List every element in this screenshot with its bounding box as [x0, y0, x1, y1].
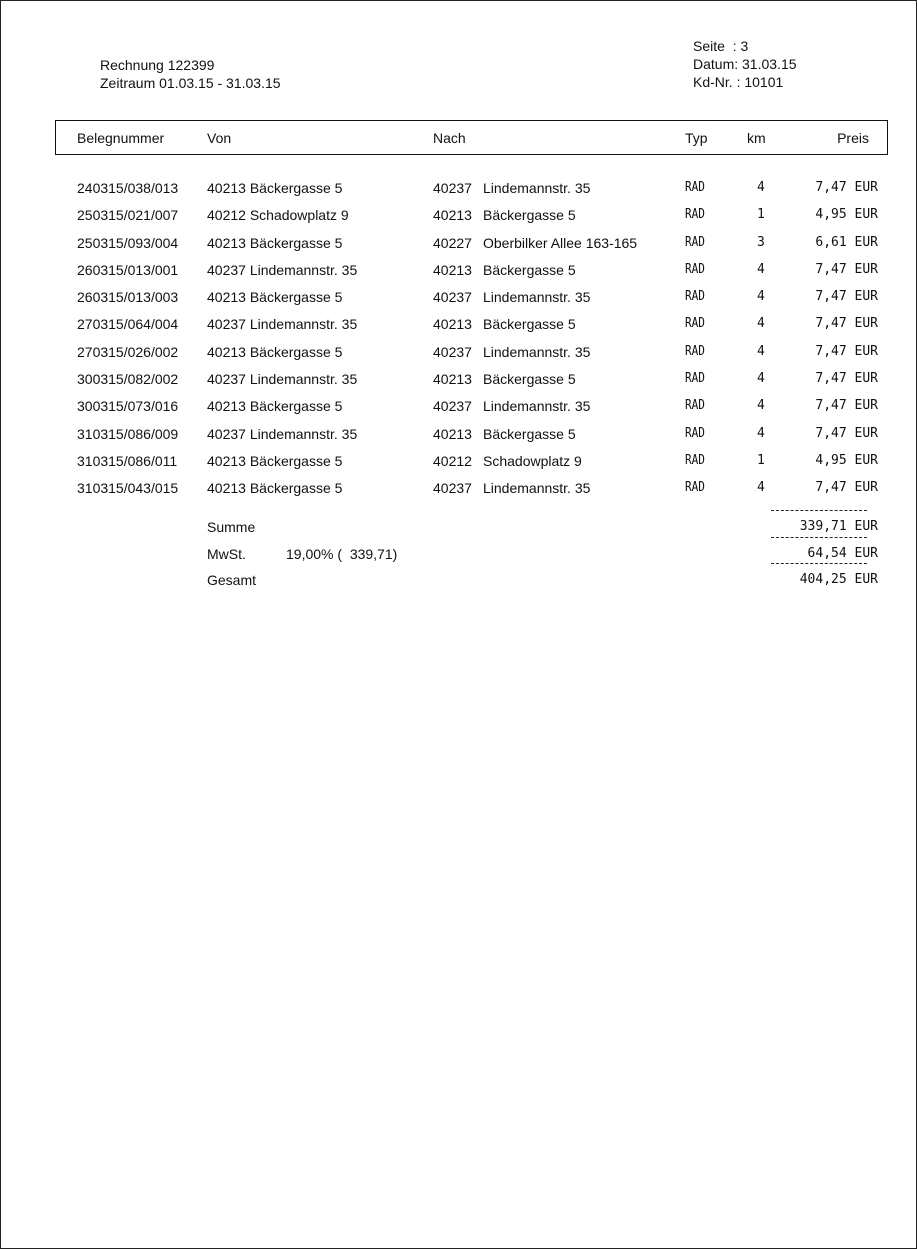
- von-cell: 40237 Lindemannstr. 35: [207, 316, 358, 333]
- nach-plz-cell: 40213: [433, 425, 472, 442]
- nach-plz-cell: 40237: [433, 180, 472, 196]
- summe-divider: [771, 510, 867, 511]
- mwst-detail: 19,00% ( 339,71): [286, 545, 398, 562]
- column-header-km: km: [747, 130, 766, 146]
- belegnummer-cell: 310315/086/011: [77, 452, 178, 469]
- km-cell: 1: [757, 207, 765, 223]
- mwst-value: 64,54 EUR: [807, 545, 878, 561]
- page-value: 3: [740, 38, 749, 54]
- nach-street-cell: Oberbilker Allee 163-165: [483, 234, 638, 251]
- nach-plz-cell: 40237: [433, 289, 472, 306]
- invoice-period: Zeitraum 01.03.15 - 31.03.15: [100, 75, 281, 91]
- customer-colon: :: [732, 74, 745, 90]
- typ-cell: RAD: [685, 398, 705, 414]
- nach-street-cell: Lindemannstr. 35: [483, 180, 591, 196]
- preis-cell: 6,61 EUR: [815, 234, 878, 250]
- von-cell: 40212 Schadowplatz 9: [207, 207, 349, 224]
- belegnummer-cell: 240315/038/013: [77, 180, 179, 196]
- km-cell: 4: [757, 425, 765, 441]
- nach-street-cell: Bäckergasse 5: [483, 207, 576, 224]
- von-cell: 40237 Lindemannstr. 35: [207, 371, 358, 388]
- km-cell: 4: [757, 289, 765, 305]
- nach-plz-cell: 40237: [433, 398, 472, 415]
- nach-street-cell: Schadowplatz 9: [483, 452, 582, 469]
- typ-cell: RAD: [685, 371, 705, 387]
- typ-cell: RAD: [685, 425, 705, 441]
- preis-cell: 7,47 EUR: [815, 425, 878, 441]
- nach-street-cell: Bäckergasse 5: [483, 261, 576, 278]
- km-cell: 4: [757, 480, 765, 496]
- belegnummer-cell: 310315/086/009: [77, 425, 179, 442]
- von-cell: 40213 Bäckergasse 5: [207, 234, 343, 251]
- table-row: [1, 285, 917, 312]
- table-row: [1, 394, 917, 421]
- table-row: [1, 231, 917, 258]
- von-cell: 40213 Bäckergasse 5: [207, 480, 343, 497]
- nach-plz-cell: 40213: [433, 261, 472, 278]
- nach-street-cell: Bäckergasse 5: [483, 425, 576, 442]
- column-header-typ: Typ: [685, 130, 708, 146]
- typ-cell: RAD: [685, 452, 705, 468]
- page-number-line: [693, 37, 797, 55]
- nach-street-cell: Lindemannstr. 35: [483, 398, 591, 415]
- belegnummer-cell: 270315/026/002: [77, 343, 179, 360]
- typ-cell: RAD: [685, 261, 705, 277]
- invoice-title: Rechnung 122399: [100, 57, 215, 73]
- mwst-divider: [771, 537, 867, 538]
- date-line: [693, 55, 797, 73]
- preis-cell: 7,47 EUR: [815, 316, 878, 332]
- invoice-header-right: [693, 37, 797, 91]
- nach-plz-cell: 40213: [433, 371, 472, 388]
- preis-cell: 4,95 EUR: [815, 452, 878, 468]
- belegnummer-cell: 260315/013/003: [77, 289, 179, 306]
- preis-cell: 7,47 EUR: [815, 289, 878, 305]
- table-row: [1, 203, 917, 230]
- belegnummer-cell: 300315/082/002: [77, 371, 179, 388]
- customer-line: [693, 73, 797, 91]
- belegnummer-cell: 310315/043/015: [77, 480, 179, 497]
- belegnummer-cell: 300315/073/016: [77, 398, 179, 415]
- preis-cell: 7,47 EUR: [815, 180, 878, 195]
- nach-plz-cell: 40237: [433, 480, 472, 497]
- nach-plz-cell: 40237: [433, 343, 472, 360]
- preis-cell: 4,95 EUR: [815, 207, 878, 223]
- table-row: [1, 476, 917, 503]
- customer-value: 10101: [744, 74, 784, 90]
- nach-plz-cell: 40212: [433, 452, 472, 469]
- km-cell: 4: [757, 261, 765, 277]
- nach-street-cell: Bäckergasse 5: [483, 371, 576, 388]
- typ-cell: RAD: [685, 480, 705, 496]
- typ-cell: RAD: [685, 343, 705, 359]
- km-cell: 1: [757, 452, 765, 468]
- table-row: [1, 312, 917, 339]
- column-header-von: Von: [207, 130, 232, 146]
- typ-cell: RAD: [685, 289, 705, 305]
- von-cell: 40213 Bäckergasse 5: [207, 452, 343, 469]
- nach-plz-cell: 40213: [433, 316, 472, 333]
- preis-cell: 7,47 EUR: [815, 398, 878, 414]
- table-row: [1, 367, 917, 394]
- preis-cell: 7,47 EUR: [815, 261, 878, 277]
- page-colon: :: [724, 38, 741, 54]
- typ-cell: RAD: [685, 316, 705, 332]
- mwst-line: [1, 537, 917, 564]
- typ-cell: RAD: [685, 207, 705, 223]
- preis-cell: 7,47 EUR: [815, 371, 878, 387]
- km-cell: 4: [757, 316, 765, 332]
- customer-label: Kd-Nr.: [693, 74, 733, 90]
- von-cell: 40213 Bäckergasse 5: [207, 289, 343, 306]
- column-header-nach: Nach: [433, 130, 466, 146]
- von-cell: 40213 Bäckergasse 5: [207, 398, 343, 415]
- von-cell: 40237 Lindemannstr. 35: [207, 261, 358, 278]
- nach-street-cell: Bäckergasse 5: [483, 316, 576, 333]
- table-row: [1, 258, 917, 285]
- km-cell: 4: [757, 343, 765, 359]
- gesamt-line: [1, 563, 917, 590]
- km-cell: 4: [757, 180, 765, 195]
- totals-section: [1, 510, 917, 590]
- table-row: [1, 340, 917, 367]
- date-colon: :: [734, 56, 743, 72]
- gesamt-label: Gesamt: [207, 572, 257, 588]
- summe-value: 339,71 EUR: [799, 519, 878, 534]
- nach-street-cell: Lindemannstr. 35: [483, 480, 591, 497]
- nach-plz-cell: 40213: [433, 207, 472, 224]
- typ-cell: RAD: [685, 180, 705, 195]
- page-label: Seite: [693, 38, 725, 54]
- table-body: [1, 176, 917, 504]
- km-cell: 4: [757, 371, 765, 387]
- typ-cell: RAD: [685, 234, 705, 250]
- preis-cell: 7,47 EUR: [815, 480, 878, 496]
- belegnummer-cell: 250315/021/007: [77, 207, 179, 224]
- summe-line: [1, 510, 917, 537]
- belegnummer-cell: 270315/064/004: [77, 316, 179, 333]
- preis-cell: 7,47 EUR: [815, 343, 878, 359]
- table-row: [1, 176, 917, 203]
- table-row: [1, 449, 917, 476]
- date-value: 31.03.15: [742, 56, 797, 72]
- gesamt-value: 404,25 EUR: [799, 572, 878, 587]
- belegnummer-cell: 250315/093/004: [77, 234, 179, 251]
- mwst-label: MwSt.: [207, 545, 246, 562]
- table-row: [1, 422, 917, 449]
- km-cell: 4: [757, 398, 765, 414]
- column-header-belegnummer: Belegnummer: [77, 130, 165, 146]
- nach-plz-cell: 40227: [433, 234, 472, 251]
- von-cell: 40213 Bäckergasse 5: [207, 180, 343, 196]
- table-header: [55, 120, 888, 155]
- belegnummer-cell: 260315/013/001: [77, 261, 179, 278]
- column-header-preis: Preis: [837, 130, 869, 146]
- summe-label: Summe: [207, 519, 256, 535]
- von-cell: 40237 Lindemannstr. 35: [207, 425, 358, 442]
- km-cell: 3: [757, 234, 765, 250]
- invoice-header-left: [100, 56, 281, 92]
- nach-street-cell: Lindemannstr. 35: [483, 343, 591, 360]
- date-label: Datum: [693, 56, 735, 72]
- nach-street-cell: Lindemannstr. 35: [483, 289, 591, 306]
- gesamt-divider: [771, 563, 867, 564]
- von-cell: 40213 Bäckergasse 5: [207, 343, 343, 360]
